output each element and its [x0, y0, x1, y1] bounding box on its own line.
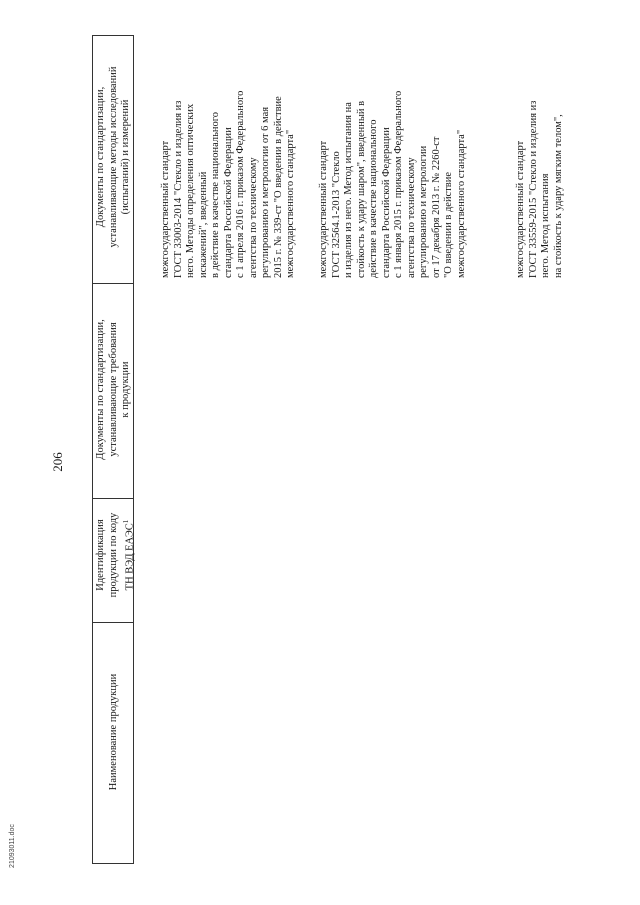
col-sep-2 [92, 498, 134, 499]
test-method-entry-gost-33559: межгосударственный стандарт ГОСТ 33559-2015 "Стекло и изделия из него. Метод испытания на стойкость к удару мягким телом", [515, 100, 564, 278]
footer-filename: 21093011.doc [9, 824, 16, 868]
test-method-entry-gost-33003: межгосударственный стандарт ГОСТ 33003-2014 "Стекло и изделия из него. Методы определения оптических искажений", введенный в действие в качестве национального стандарта Российской Федерации с 1 апреля 2016 г. приказом Федерального агентства по техническому регулированию и метрологии от 6 мая 2015 г. № 339-ст "О введении в действие межгосударственного стандарта" [160, 90, 296, 278]
table-header-bottom [133, 35, 134, 863]
header-product-name: Наименование продукции [108, 673, 119, 791]
header-product-requirements-docs: Документы по стандартизации, устанавливающие требования к продукции [95, 319, 131, 460]
header-identification: Идентификация продукции по коду ТН ВЭД ЕАЭС$^1$ [95, 512, 136, 598]
page-number: 206 [50, 452, 65, 472]
table-border-bottom-line [92, 863, 134, 864]
col-sep-1 [92, 283, 134, 284]
footnote-marker: 1 [122, 519, 130, 524]
table-edge-left [92, 35, 93, 863]
header-test-methods-docs: Документы по стандартизации, устанавливающие методы исследований (испытаний) и измерений [95, 66, 131, 248]
test-method-entry-gost-32564-1: межгосударственный стандарт ГОСТ 32564.1-2013 "Стекло и изделия из него. Метод испытания на стойкость к удару шаром", введенный в действие в качестве национального стандарта Российской Федерации с 1 января 2015 г. приказом Федерального агентства по техническому регулированию и метрологии от 17 декабря 2013 г. № 2260-ст "О введении в действие межгосударственного стандарта" [318, 90, 467, 278]
